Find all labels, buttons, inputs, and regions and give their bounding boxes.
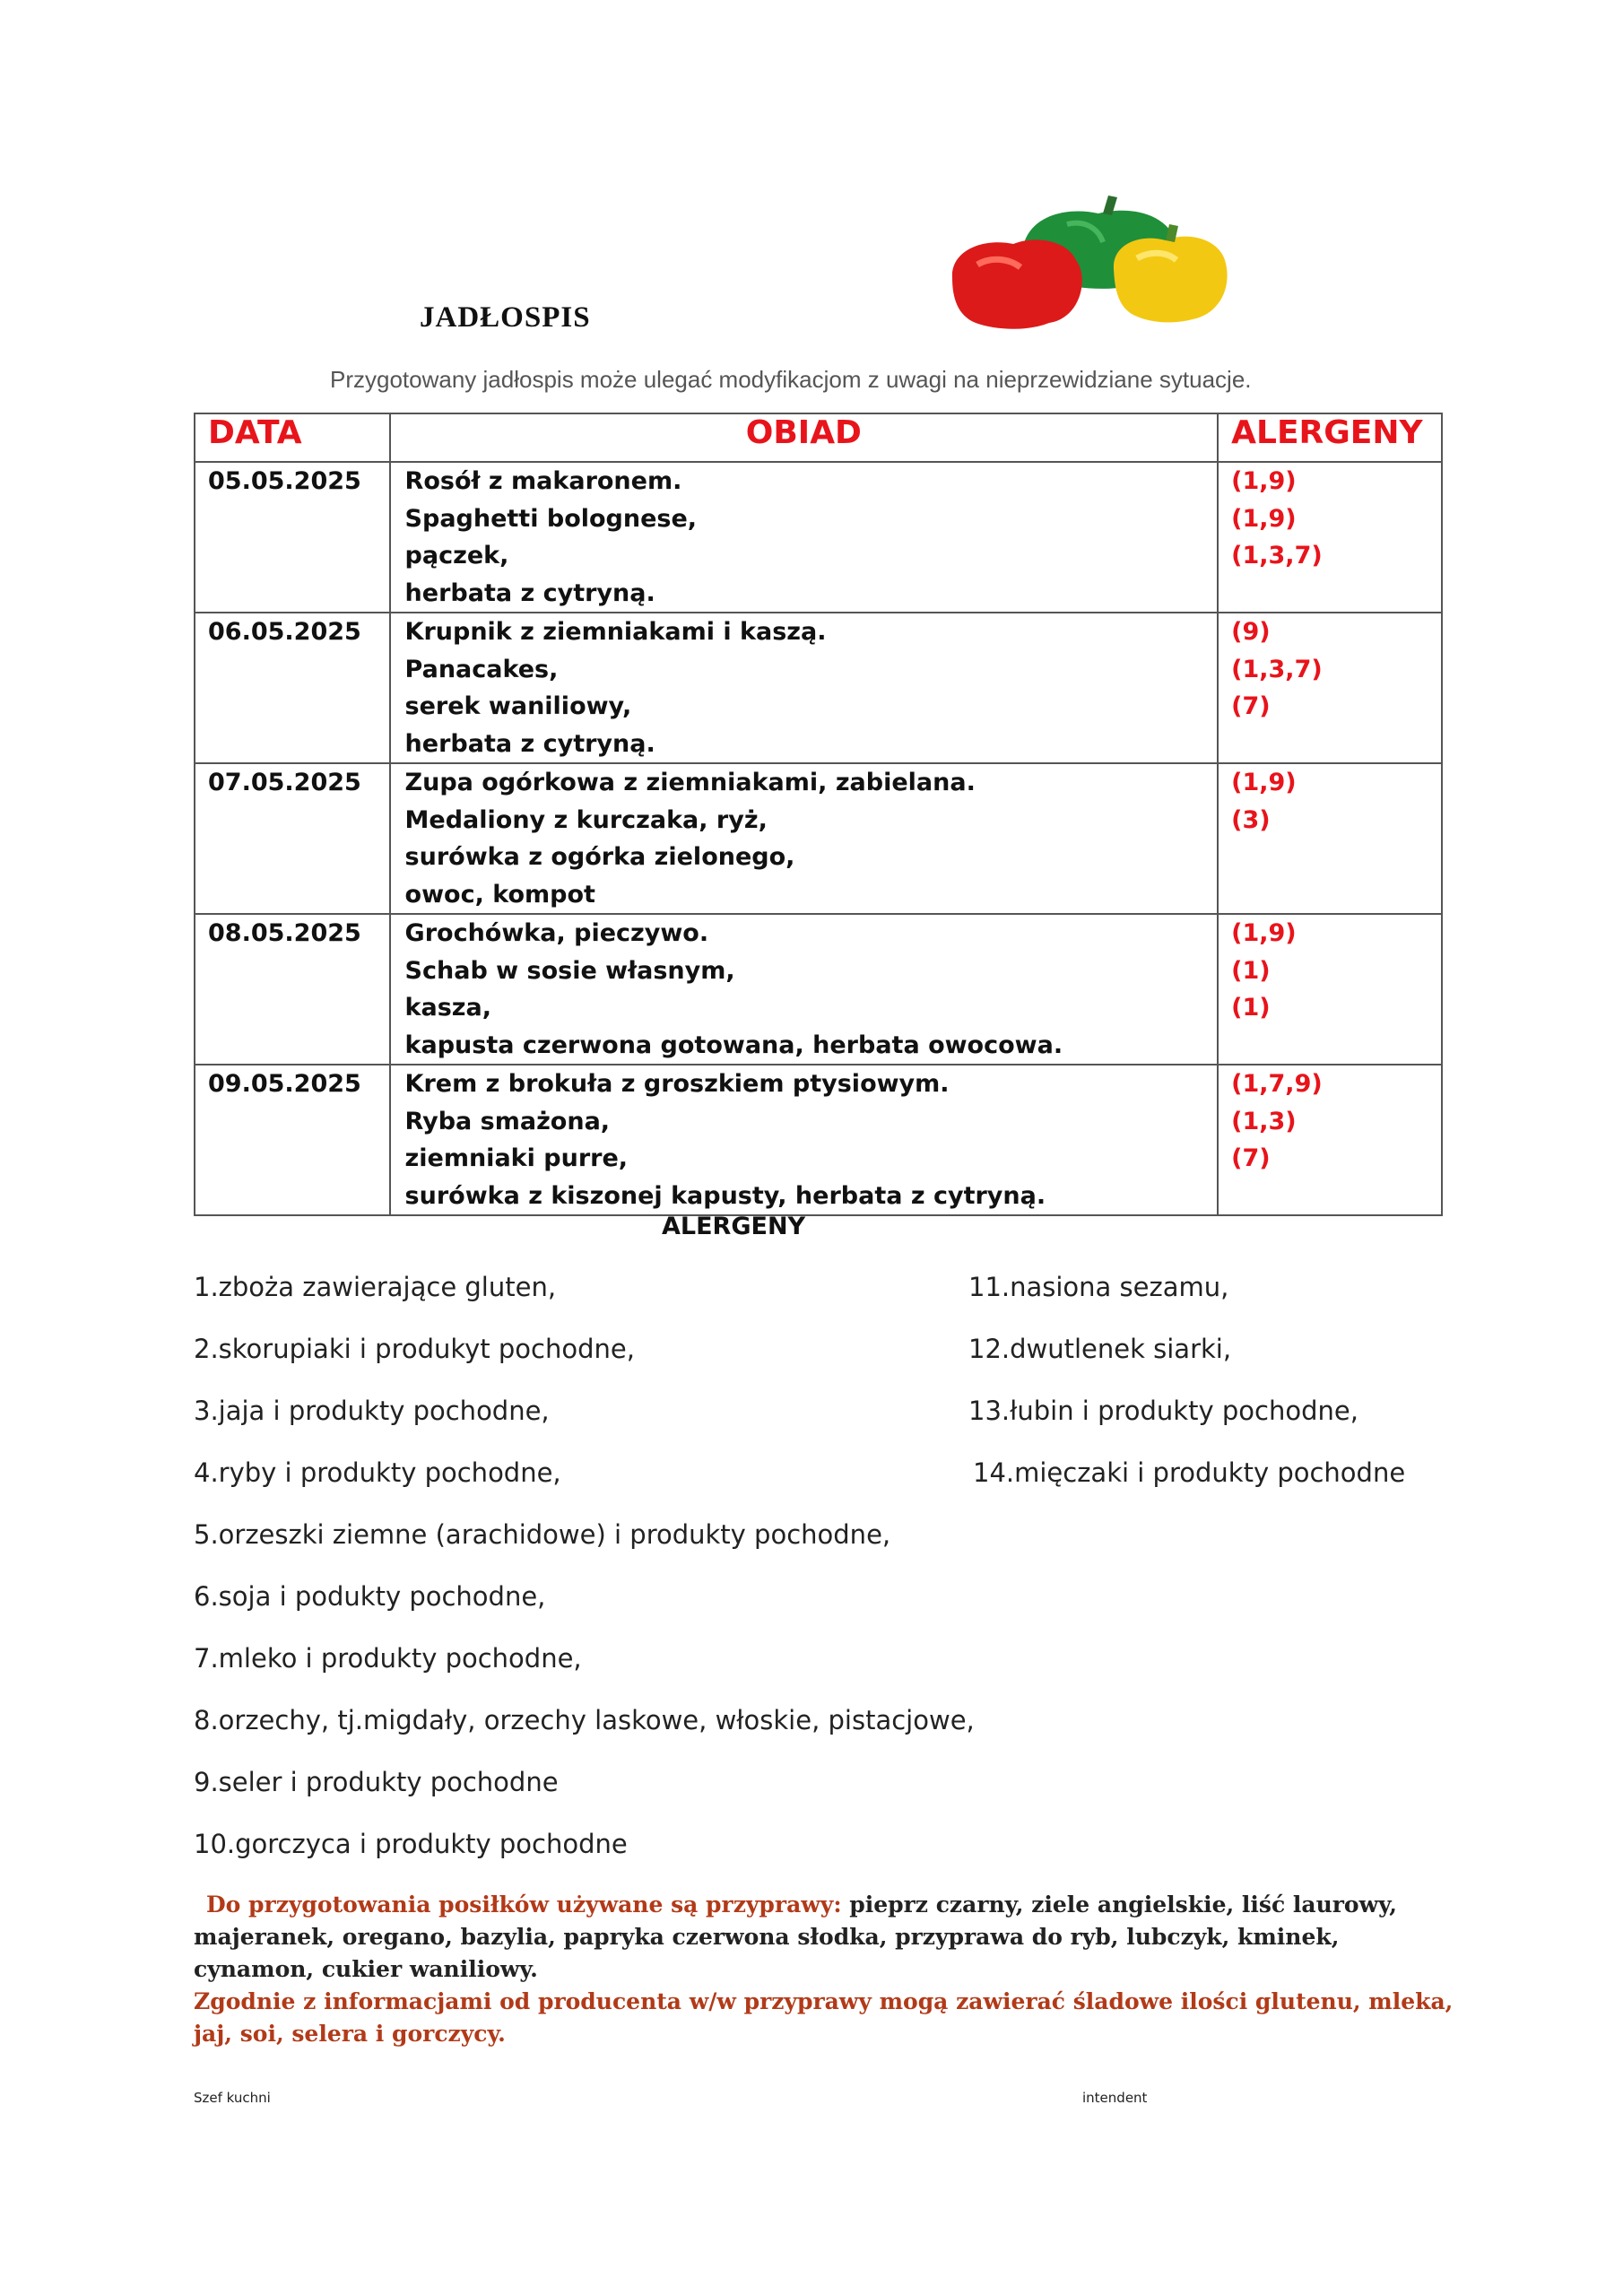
table-row — [195, 613, 1442, 763]
table-header-row — [195, 413, 1442, 462]
dish-line: pączek, — [404, 542, 509, 570]
dish-cell — [390, 1065, 1219, 1215]
allergen-code: (1,3) — [1231, 1107, 1297, 1135]
allergen-item: 11.nasiona sezamu, — [968, 1272, 1229, 1302]
table-row — [195, 763, 1442, 914]
dish-line: kasza, — [404, 994, 491, 1022]
date-cell: 07.05.2025 — [195, 763, 390, 914]
allergen-code: (9) — [1231, 618, 1271, 646]
dish-line: Zupa ogórkowa z ziemniakami, zabielana. — [404, 769, 976, 796]
dish-line: owoc, kompot — [404, 880, 595, 909]
allergen-code: (1,9) — [1231, 919, 1297, 947]
dish-cell — [390, 763, 1219, 914]
allergen-item: 12.dwutlenek siarki, — [968, 1334, 1232, 1364]
allergen-item: 13.łubin i produkty pochodne, — [968, 1396, 1358, 1426]
table-row — [195, 914, 1442, 1065]
header-date: DATA — [195, 413, 390, 462]
allergen-code: (1,3,7) — [1231, 655, 1323, 683]
allergen-item: 4.ryby i produkty pochodne, — [194, 1457, 561, 1488]
dish-line: Krupnik z ziemniakami i kaszą. — [404, 618, 827, 646]
dish-line: surówka z ogórka zielonego, — [404, 843, 795, 871]
page-title: JADŁOSPIS — [420, 301, 591, 334]
allergen-item: 3.jaja i produkty pochodne, — [194, 1396, 550, 1426]
dish-line: Ryba smażona, — [404, 1107, 611, 1135]
menu-table — [194, 413, 1443, 1216]
signature-chef: Szef kuchni — [194, 2090, 271, 2106]
dish-line: Medaliony z kurczaka, ryż, — [404, 805, 768, 834]
allergen-cell — [1218, 462, 1442, 613]
date-cell: 06.05.2025 — [195, 613, 390, 763]
allergen-code: (1,3,7) — [1231, 542, 1323, 570]
allergen-cell — [1218, 763, 1442, 914]
dish-cell — [390, 462, 1219, 613]
header-dish: OBIAD — [390, 413, 1219, 462]
signature-intendent: intendent — [1082, 2090, 1148, 2106]
dish-line: Grochówka, pieczywo. — [404, 919, 709, 947]
date-cell: 08.05.2025 — [195, 914, 390, 1065]
allergen-code: (1,9) — [1231, 467, 1297, 495]
dish-line: Spaghetti bolognese, — [404, 504, 698, 533]
allergen-cell — [1218, 914, 1442, 1065]
spices-lead: Do przygotowania posiłków używane są przyprawy: — [206, 1892, 842, 1918]
dish-line: surówka z kiszonej kapusty, herbata z cytryną. — [404, 1181, 1046, 1210]
allergen-code: (1,9) — [1231, 504, 1297, 533]
dish-line: kapusta czerwona gotowana, herbata owocowa. — [404, 1031, 1063, 1059]
allergen-item: 14.mięczaki i produkty pochodne — [973, 1457, 1406, 1488]
dish-line: serek waniliowy, — [404, 692, 632, 720]
allergen-code: (7) — [1231, 692, 1271, 720]
dish-cell — [390, 914, 1219, 1065]
spices-warning: Zgodnie z informacjami od producenta w/w przyprawy mogą zawierać śladowe ilości glutenu, mleka, jaj, soi, selera i gorczycy. — [194, 1988, 1454, 2047]
dish-line: Rosół z makaronem. — [404, 467, 682, 495]
allergen-item: 1.zboża zawierające gluten, — [194, 1272, 557, 1302]
spices-list: pieprz czarny, ziele angielskie, liść laurowy, majeranek, oregano, bazylia, papryka czerwona słodka, przyprawa do ryb, lubczyk, kminek, cynamon, cukier waniliowy. — [194, 1892, 1397, 1982]
allergen-code: (1,9) — [1231, 769, 1297, 796]
spices-note — [194, 1889, 1458, 2050]
allergen-item: 7.mleko i produkty pochodne, — [194, 1643, 582, 1674]
dish-line: ziemniaki purre, — [404, 1144, 629, 1172]
allergen-code: (1) — [1231, 956, 1271, 985]
header-allergens: ALERGENY — [1218, 413, 1442, 462]
bell-peppers-icon — [942, 188, 1246, 341]
dish-line: Panacakes, — [404, 655, 559, 683]
dish-cell — [390, 613, 1219, 763]
allergen-cell — [1218, 613, 1442, 763]
allergen-item: 8.orzechy, tj.migdały, orzechy laskowe, włoskie, pistacjowe, — [194, 1705, 975, 1735]
dish-line: Schab w sosie własnym, — [404, 956, 735, 985]
allergen-item: 6.soja i podukty pochodne, — [194, 1581, 546, 1612]
allergen-item: 9.seler i produkty pochodne — [194, 1767, 559, 1797]
date-cell: 09.05.2025 — [195, 1065, 390, 1215]
allergen-cell — [1218, 1065, 1442, 1215]
allergen-code: (3) — [1231, 805, 1271, 834]
allergens-heading: ALERGENY — [662, 1213, 806, 1240]
date-cell: 05.05.2025 — [195, 462, 390, 613]
allergen-item: 10.gorczyca i produkty pochodne — [194, 1829, 628, 1859]
allergen-item: 5.orzeszki ziemne (arachidowe) i produkty pochodne, — [194, 1519, 891, 1550]
table-row — [195, 462, 1442, 613]
allergen-code: (1) — [1231, 994, 1271, 1022]
page-subtitle: Przygotowany jadłospis może ulegać modyfikacjom z uwagi na nieprzewidziane sytuacje. — [330, 366, 1252, 393]
allergen-code: (1,7,9) — [1231, 1070, 1323, 1098]
allergen-code: (7) — [1231, 1144, 1271, 1172]
allergen-item: 2.skorupiaki i produkyt pochodne, — [194, 1334, 635, 1364]
dish-line: herbata z cytryną. — [404, 578, 655, 607]
table-row — [195, 1065, 1442, 1215]
dish-line: Krem z brokuła z groszkiem ptysiowym. — [404, 1070, 950, 1098]
dish-line: herbata z cytryną. — [404, 729, 655, 758]
